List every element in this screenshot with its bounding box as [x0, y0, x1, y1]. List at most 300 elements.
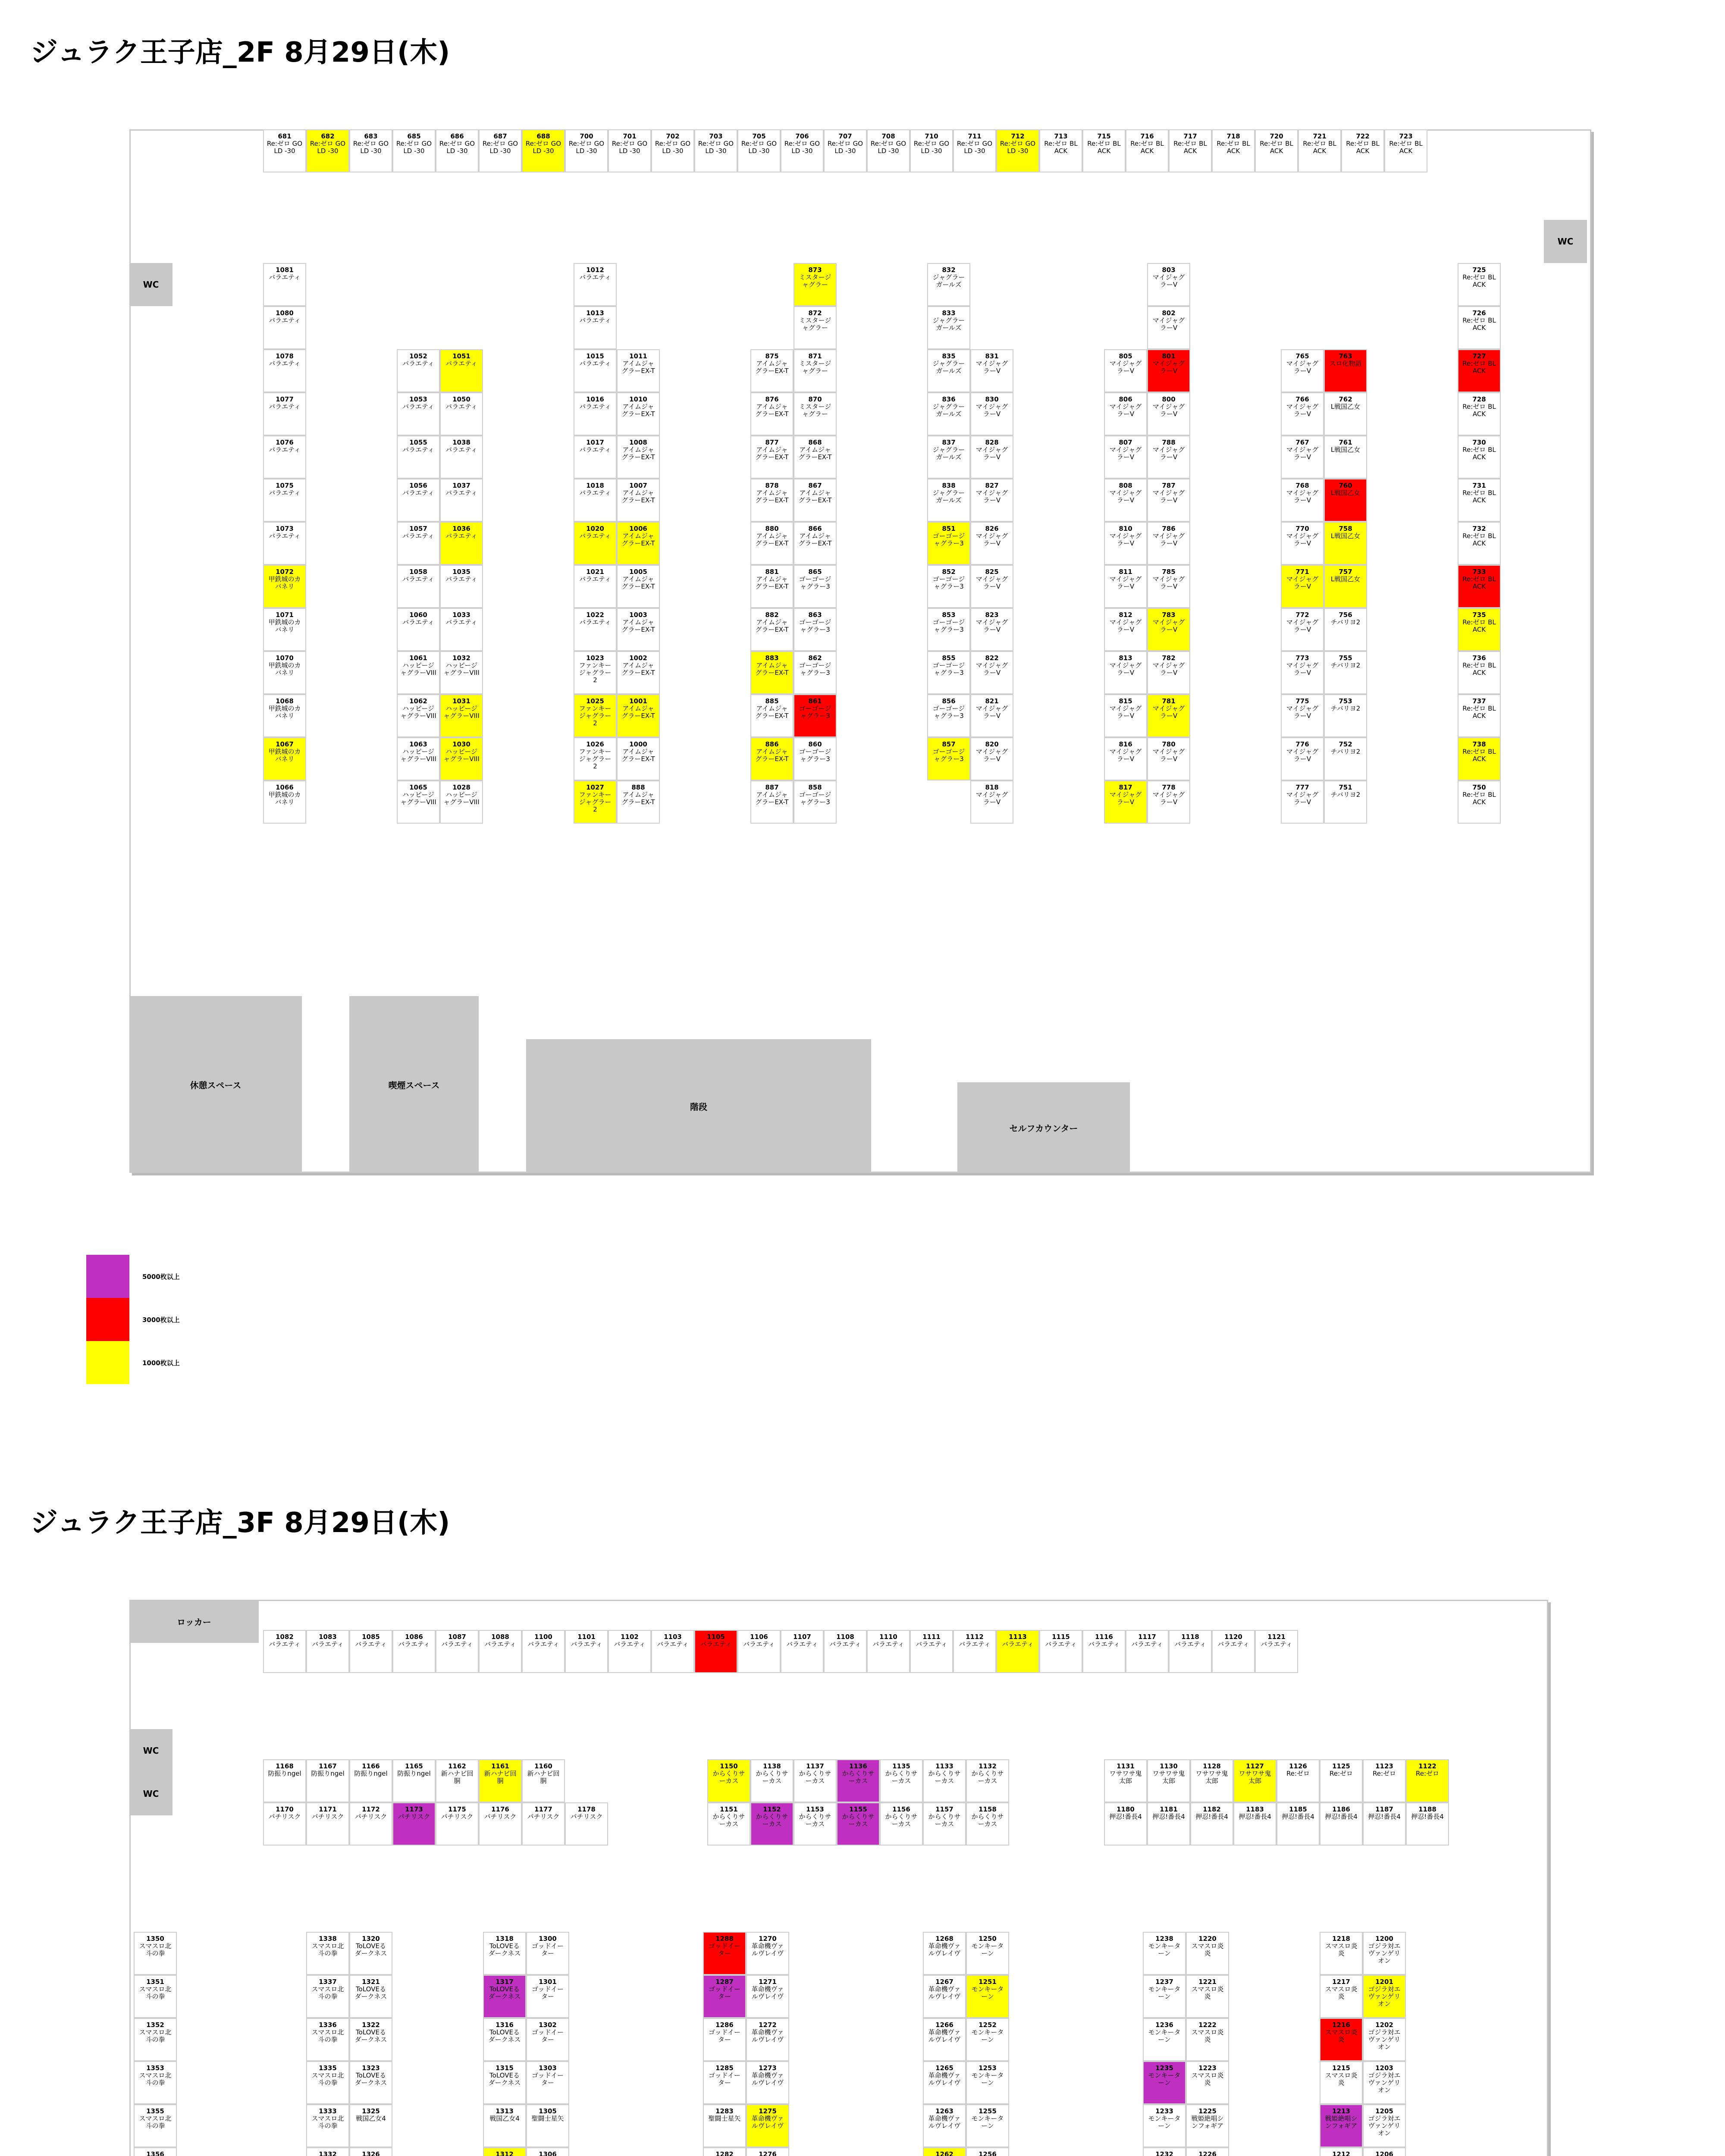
machine-slot[interactable] — [1458, 263, 1501, 306]
machine-slot[interactable] — [440, 608, 483, 651]
machine-slot[interactable] — [794, 737, 837, 780]
machine-slot[interactable] — [651, 129, 694, 172]
machine-slot[interactable] — [1147, 392, 1190, 436]
machine-slot[interactable] — [526, 1932, 569, 1975]
machine-slot[interactable] — [574, 608, 617, 651]
machine-slot[interactable] — [750, 565, 794, 608]
machine-slot[interactable] — [1039, 129, 1082, 172]
machine-slot[interactable] — [1298, 129, 1341, 172]
machine-slot[interactable] — [263, 479, 306, 522]
machine-slot[interactable] — [306, 2104, 349, 2147]
machine-slot[interactable] — [1363, 2061, 1406, 2104]
machine-slot[interactable] — [1281, 737, 1324, 780]
machine-slot[interactable] — [1458, 436, 1501, 479]
machine-slot[interactable] — [970, 694, 1013, 737]
machine-slot[interactable] — [440, 436, 483, 479]
machine-slot[interactable] — [306, 1630, 349, 1673]
machine-slot[interactable] — [966, 1975, 1009, 2018]
machine-slot[interactable] — [910, 129, 953, 172]
machine-slot[interactable] — [263, 1630, 306, 1673]
machine-slot[interactable] — [306, 2018, 349, 2061]
machine-slot[interactable] — [1320, 2018, 1363, 2061]
machine-slot[interactable] — [397, 651, 440, 694]
machine-slot[interactable] — [970, 780, 1013, 824]
machine-slot[interactable] — [1276, 1759, 1320, 1802]
machine-slot[interactable] — [1143, 1932, 1186, 1975]
machine-slot[interactable] — [436, 1630, 479, 1673]
machine-slot[interactable] — [440, 565, 483, 608]
machine-slot[interactable] — [397, 522, 440, 565]
machine-slot[interactable] — [1324, 737, 1367, 780]
machine-slot[interactable] — [565, 129, 608, 172]
machine-slot[interactable] — [703, 2147, 746, 2156]
machine-slot[interactable] — [1406, 1802, 1449, 1846]
machine-slot[interactable] — [737, 1630, 781, 1673]
machine-slot[interactable] — [750, 436, 794, 479]
machine-slot[interactable] — [440, 737, 483, 780]
machine-slot[interactable] — [1039, 1630, 1082, 1673]
machine-slot[interactable] — [349, 1759, 392, 1802]
machine-slot[interactable] — [479, 129, 522, 172]
machine-slot[interactable] — [746, 2104, 789, 2147]
machine-slot[interactable] — [397, 392, 440, 436]
machine-slot[interactable] — [1281, 608, 1324, 651]
machine-slot[interactable] — [483, 2104, 526, 2147]
machine-slot[interactable] — [574, 522, 617, 565]
machine-slot[interactable] — [970, 608, 1013, 651]
machine-slot[interactable] — [526, 1975, 569, 2018]
machine-slot[interactable] — [263, 1759, 306, 1802]
machine-slot[interactable] — [134, 2018, 177, 2061]
machine-slot[interactable] — [617, 780, 660, 824]
machine-slot[interactable] — [617, 565, 660, 608]
machine-slot[interactable] — [1324, 349, 1367, 392]
machine-slot[interactable] — [574, 436, 617, 479]
machine-slot[interactable] — [1104, 1802, 1147, 1846]
machine-slot[interactable] — [927, 306, 970, 349]
machine-slot[interactable] — [966, 2018, 1009, 2061]
machine-slot[interactable] — [1104, 522, 1147, 565]
machine-slot[interactable] — [794, 1759, 837, 1802]
machine-slot[interactable] — [574, 349, 617, 392]
machine-slot[interactable] — [1281, 694, 1324, 737]
machine-slot[interactable] — [397, 349, 440, 392]
machine-slot[interactable] — [746, 2061, 789, 2104]
machine-slot[interactable] — [397, 479, 440, 522]
machine-slot[interactable] — [1104, 737, 1147, 780]
machine-slot[interactable] — [1320, 2061, 1363, 2104]
machine-slot[interactable] — [1147, 263, 1190, 306]
machine-slot[interactable] — [996, 129, 1039, 172]
machine-slot[interactable] — [1324, 694, 1367, 737]
machine-slot[interactable] — [966, 2061, 1009, 2104]
machine-slot[interactable] — [1458, 479, 1501, 522]
machine-slot[interactable] — [694, 1630, 737, 1673]
machine-slot[interactable] — [794, 522, 837, 565]
machine-slot[interactable] — [824, 129, 867, 172]
machine-slot[interactable] — [1320, 1802, 1363, 1846]
machine-slot[interactable] — [966, 2104, 1009, 2147]
machine-slot[interactable] — [703, 2018, 746, 2061]
machine-slot[interactable] — [617, 436, 660, 479]
machine-slot[interactable] — [707, 1802, 750, 1846]
machine-slot[interactable] — [1147, 1759, 1190, 1802]
machine-slot[interactable] — [1458, 349, 1501, 392]
machine-slot[interactable] — [263, 129, 306, 172]
machine-slot[interactable] — [263, 780, 306, 824]
machine-slot[interactable] — [824, 1630, 867, 1673]
machine-slot[interactable] — [526, 2061, 569, 2104]
machine-slot[interactable] — [617, 392, 660, 436]
machine-slot[interactable] — [1147, 306, 1190, 349]
machine-slot[interactable] — [703, 1932, 746, 1975]
machine-slot[interactable] — [565, 1802, 608, 1846]
machine-slot[interactable] — [746, 1932, 789, 1975]
machine-slot[interactable] — [479, 1630, 522, 1673]
machine-slot[interactable] — [1281, 479, 1324, 522]
machine-slot[interactable] — [263, 565, 306, 608]
machine-slot[interactable] — [1458, 392, 1501, 436]
machine-slot[interactable] — [306, 2147, 349, 2156]
machine-slot[interactable] — [1363, 2104, 1406, 2147]
machine-slot[interactable] — [574, 565, 617, 608]
machine-slot[interactable] — [522, 1759, 565, 1802]
machine-slot[interactable] — [134, 2147, 177, 2156]
machine-slot[interactable] — [750, 694, 794, 737]
machine-slot[interactable] — [794, 392, 837, 436]
machine-slot[interactable] — [349, 1932, 392, 1975]
machine-slot[interactable] — [794, 263, 837, 306]
machine-slot[interactable] — [1363, 1759, 1406, 1802]
machine-slot[interactable] — [1147, 1802, 1190, 1846]
machine-slot[interactable] — [1324, 522, 1367, 565]
machine-slot[interactable] — [794, 436, 837, 479]
machine-slot[interactable] — [134, 2061, 177, 2104]
machine-slot[interactable] — [794, 306, 837, 349]
machine-slot[interactable] — [263, 1802, 306, 1846]
machine-slot[interactable] — [306, 129, 349, 172]
machine-slot[interactable] — [522, 1802, 565, 1846]
machine-slot[interactable] — [349, 2018, 392, 2061]
machine-slot[interactable] — [1255, 129, 1298, 172]
machine-slot[interactable] — [397, 565, 440, 608]
machine-slot[interactable] — [1104, 1759, 1147, 1802]
machine-slot[interactable] — [750, 392, 794, 436]
machine-slot[interactable] — [1212, 129, 1255, 172]
machine-slot[interactable] — [617, 349, 660, 392]
machine-slot[interactable] — [1186, 2061, 1229, 2104]
machine-slot[interactable] — [794, 780, 837, 824]
machine-slot[interactable] — [781, 1630, 824, 1673]
machine-slot[interactable] — [436, 1802, 479, 1846]
machine-slot[interactable] — [1281, 436, 1324, 479]
machine-slot[interactable] — [970, 565, 1013, 608]
machine-slot[interactable] — [750, 479, 794, 522]
machine-slot[interactable] — [1363, 1802, 1406, 1846]
machine-slot[interactable] — [867, 129, 910, 172]
machine-slot[interactable] — [1186, 2104, 1229, 2147]
machine-slot[interactable] — [306, 1975, 349, 2018]
machine-slot[interactable] — [306, 2061, 349, 2104]
machine-slot[interactable] — [574, 479, 617, 522]
machine-slot[interactable] — [1324, 392, 1367, 436]
machine-slot[interactable] — [1147, 780, 1190, 824]
machine-slot[interactable] — [923, 1759, 966, 1802]
machine-slot[interactable] — [927, 522, 970, 565]
machine-slot[interactable] — [349, 2104, 392, 2147]
machine-slot[interactable] — [574, 263, 617, 306]
machine-slot[interactable] — [923, 1975, 966, 2018]
machine-slot[interactable] — [1147, 349, 1190, 392]
machine-slot[interactable] — [1458, 694, 1501, 737]
machine-slot[interactable] — [565, 1630, 608, 1673]
machine-slot[interactable] — [1147, 436, 1190, 479]
machine-slot[interactable] — [1363, 1932, 1406, 1975]
machine-slot[interactable] — [794, 694, 837, 737]
machine-slot[interactable] — [970, 522, 1013, 565]
machine-slot[interactable] — [880, 1759, 923, 1802]
machine-slot[interactable] — [1363, 2018, 1406, 2061]
machine-slot[interactable] — [397, 608, 440, 651]
machine-slot[interactable] — [392, 129, 436, 172]
machine-slot[interactable] — [306, 1932, 349, 1975]
machine-slot[interactable] — [750, 780, 794, 824]
machine-slot[interactable] — [1458, 306, 1501, 349]
machine-slot[interactable] — [1458, 737, 1501, 780]
machine-slot[interactable] — [923, 2018, 966, 2061]
machine-slot[interactable] — [1104, 608, 1147, 651]
machine-slot[interactable] — [1281, 780, 1324, 824]
machine-slot[interactable] — [1458, 522, 1501, 565]
machine-slot[interactable] — [1324, 479, 1367, 522]
machine-slot[interactable] — [1147, 737, 1190, 780]
machine-slot[interactable] — [1458, 565, 1501, 608]
machine-slot[interactable] — [1276, 1802, 1320, 1846]
machine-slot[interactable] — [1363, 1975, 1406, 2018]
machine-slot[interactable] — [737, 129, 781, 172]
machine-slot[interactable] — [651, 1630, 694, 1673]
machine-slot[interactable] — [750, 522, 794, 565]
machine-slot[interactable] — [263, 392, 306, 436]
machine-slot[interactable] — [263, 737, 306, 780]
machine-slot[interactable] — [617, 651, 660, 694]
machine-slot[interactable] — [927, 392, 970, 436]
machine-slot[interactable] — [953, 1630, 996, 1673]
machine-slot[interactable] — [750, 608, 794, 651]
machine-slot[interactable] — [574, 392, 617, 436]
machine-slot[interactable] — [781, 129, 824, 172]
machine-slot[interactable] — [970, 392, 1013, 436]
machine-slot[interactable] — [923, 1932, 966, 1975]
machine-slot[interactable] — [479, 1802, 522, 1846]
machine-slot[interactable] — [1320, 2104, 1363, 2147]
machine-slot[interactable] — [397, 737, 440, 780]
machine-slot[interactable] — [1233, 1759, 1276, 1802]
machine-slot[interactable] — [440, 479, 483, 522]
machine-slot[interactable] — [1169, 1630, 1212, 1673]
machine-slot[interactable] — [440, 392, 483, 436]
machine-slot[interactable] — [617, 694, 660, 737]
machine-slot[interactable] — [483, 2061, 526, 2104]
machine-slot[interactable] — [392, 1759, 436, 1802]
machine-slot[interactable] — [927, 349, 970, 392]
machine-slot[interactable] — [1104, 436, 1147, 479]
machine-slot[interactable] — [1104, 694, 1147, 737]
machine-slot[interactable] — [574, 780, 617, 824]
machine-slot[interactable] — [794, 608, 837, 651]
machine-slot[interactable] — [1324, 608, 1367, 651]
machine-slot[interactable] — [923, 2104, 966, 2147]
machine-slot[interactable] — [750, 349, 794, 392]
machine-slot[interactable] — [1147, 651, 1190, 694]
machine-slot[interactable] — [794, 1802, 837, 1846]
machine-slot[interactable] — [263, 651, 306, 694]
machine-slot[interactable] — [703, 2104, 746, 2147]
machine-slot[interactable] — [263, 694, 306, 737]
machine-slot[interactable] — [750, 1802, 794, 1846]
machine-slot[interactable] — [1320, 2147, 1363, 2156]
machine-slot[interactable] — [746, 1975, 789, 2018]
machine-slot[interactable] — [927, 479, 970, 522]
machine-slot[interactable] — [1143, 2104, 1186, 2147]
machine-slot[interactable] — [1320, 1975, 1363, 2018]
machine-slot[interactable] — [526, 2018, 569, 2061]
machine-slot[interactable] — [1458, 651, 1501, 694]
machine-slot[interactable] — [1104, 780, 1147, 824]
machine-slot[interactable] — [1104, 479, 1147, 522]
machine-slot[interactable] — [522, 1630, 565, 1673]
machine-slot[interactable] — [134, 1975, 177, 2018]
machine-slot[interactable] — [1104, 349, 1147, 392]
machine-slot[interactable] — [440, 694, 483, 737]
machine-slot[interactable] — [349, 129, 392, 172]
machine-slot[interactable] — [794, 651, 837, 694]
machine-slot[interactable] — [1324, 651, 1367, 694]
machine-slot[interactable] — [617, 522, 660, 565]
machine-slot[interactable] — [927, 694, 970, 737]
machine-slot[interactable] — [1281, 349, 1324, 392]
machine-slot[interactable] — [440, 349, 483, 392]
machine-slot[interactable] — [1281, 392, 1324, 436]
machine-slot[interactable] — [910, 1630, 953, 1673]
machine-slot[interactable] — [1147, 608, 1190, 651]
machine-slot[interactable] — [436, 1759, 479, 1802]
machine-slot[interactable] — [703, 2061, 746, 2104]
machine-slot[interactable] — [483, 2018, 526, 2061]
machine-slot[interactable] — [1190, 1802, 1233, 1846]
machine-slot[interactable] — [1147, 522, 1190, 565]
machine-slot[interactable] — [694, 129, 737, 172]
machine-slot[interactable] — [953, 129, 996, 172]
machine-slot[interactable] — [1341, 129, 1384, 172]
machine-slot[interactable] — [966, 1932, 1009, 1975]
machine-slot[interactable] — [483, 1975, 526, 2018]
machine-slot[interactable] — [927, 263, 970, 306]
machine-slot[interactable] — [574, 737, 617, 780]
machine-slot[interactable] — [440, 780, 483, 824]
machine-slot[interactable] — [703, 1975, 746, 2018]
machine-slot[interactable] — [1082, 129, 1126, 172]
machine-slot[interactable] — [134, 1932, 177, 1975]
machine-slot[interactable] — [750, 651, 794, 694]
machine-slot[interactable] — [1281, 565, 1324, 608]
machine-slot[interactable] — [970, 737, 1013, 780]
machine-slot[interactable] — [617, 608, 660, 651]
machine-slot[interactable] — [794, 349, 837, 392]
machine-slot[interactable] — [970, 349, 1013, 392]
machine-slot[interactable] — [1324, 780, 1367, 824]
machine-slot[interactable] — [1324, 565, 1367, 608]
machine-slot[interactable] — [392, 1630, 436, 1673]
machine-slot[interactable] — [1406, 1759, 1449, 1802]
machine-slot[interactable] — [306, 1759, 349, 1802]
machine-slot[interactable] — [923, 2147, 966, 2156]
machine-slot[interactable] — [927, 436, 970, 479]
machine-slot[interactable] — [1143, 2147, 1186, 2156]
machine-slot[interactable] — [794, 479, 837, 522]
machine-slot[interactable] — [1255, 1630, 1298, 1673]
machine-slot[interactable] — [483, 2147, 526, 2156]
machine-slot[interactable] — [927, 608, 970, 651]
machine-slot[interactable] — [1104, 392, 1147, 436]
machine-slot[interactable] — [526, 2104, 569, 2147]
machine-slot[interactable] — [1186, 1932, 1229, 1975]
machine-slot[interactable] — [349, 1975, 392, 2018]
machine-slot[interactable] — [1320, 1759, 1363, 1802]
machine-slot[interactable] — [392, 1802, 436, 1846]
machine-slot[interactable] — [440, 651, 483, 694]
machine-slot[interactable] — [1147, 479, 1190, 522]
machine-slot[interactable] — [837, 1759, 880, 1802]
machine-slot[interactable] — [1281, 651, 1324, 694]
machine-slot[interactable] — [574, 306, 617, 349]
machine-slot[interactable] — [1458, 780, 1501, 824]
machine-slot[interactable] — [263, 263, 306, 306]
machine-slot[interactable] — [134, 2104, 177, 2147]
machine-slot[interactable] — [970, 436, 1013, 479]
machine-slot[interactable] — [1186, 2147, 1229, 2156]
machine-slot[interactable] — [970, 651, 1013, 694]
machine-slot[interactable] — [306, 1802, 349, 1846]
machine-slot[interactable] — [1186, 2018, 1229, 2061]
machine-slot[interactable] — [1143, 2018, 1186, 2061]
machine-slot[interactable] — [440, 522, 483, 565]
machine-slot[interactable] — [574, 651, 617, 694]
machine-slot[interactable] — [970, 479, 1013, 522]
machine-slot[interactable] — [923, 1802, 966, 1846]
machine-slot[interactable] — [1104, 651, 1147, 694]
machine-slot[interactable] — [608, 1630, 651, 1673]
machine-slot[interactable] — [966, 2147, 1009, 2156]
machine-slot[interactable] — [349, 2147, 392, 2156]
machine-slot[interactable] — [1281, 522, 1324, 565]
machine-slot[interactable] — [1186, 1975, 1229, 2018]
machine-slot[interactable] — [837, 1802, 880, 1846]
machine-slot[interactable] — [746, 2147, 789, 2156]
machine-slot[interactable] — [794, 565, 837, 608]
machine-slot[interactable] — [617, 737, 660, 780]
machine-slot[interactable] — [1104, 565, 1147, 608]
machine-slot[interactable] — [263, 306, 306, 349]
machine-slot[interactable] — [479, 1759, 522, 1802]
machine-slot[interactable] — [750, 737, 794, 780]
machine-slot[interactable] — [263, 522, 306, 565]
machine-slot[interactable] — [746, 2018, 789, 2061]
machine-slot[interactable] — [1169, 129, 1212, 172]
machine-slot[interactable] — [349, 1802, 392, 1846]
machine-slot[interactable] — [867, 1630, 910, 1673]
machine-slot[interactable] — [1320, 1932, 1363, 1975]
